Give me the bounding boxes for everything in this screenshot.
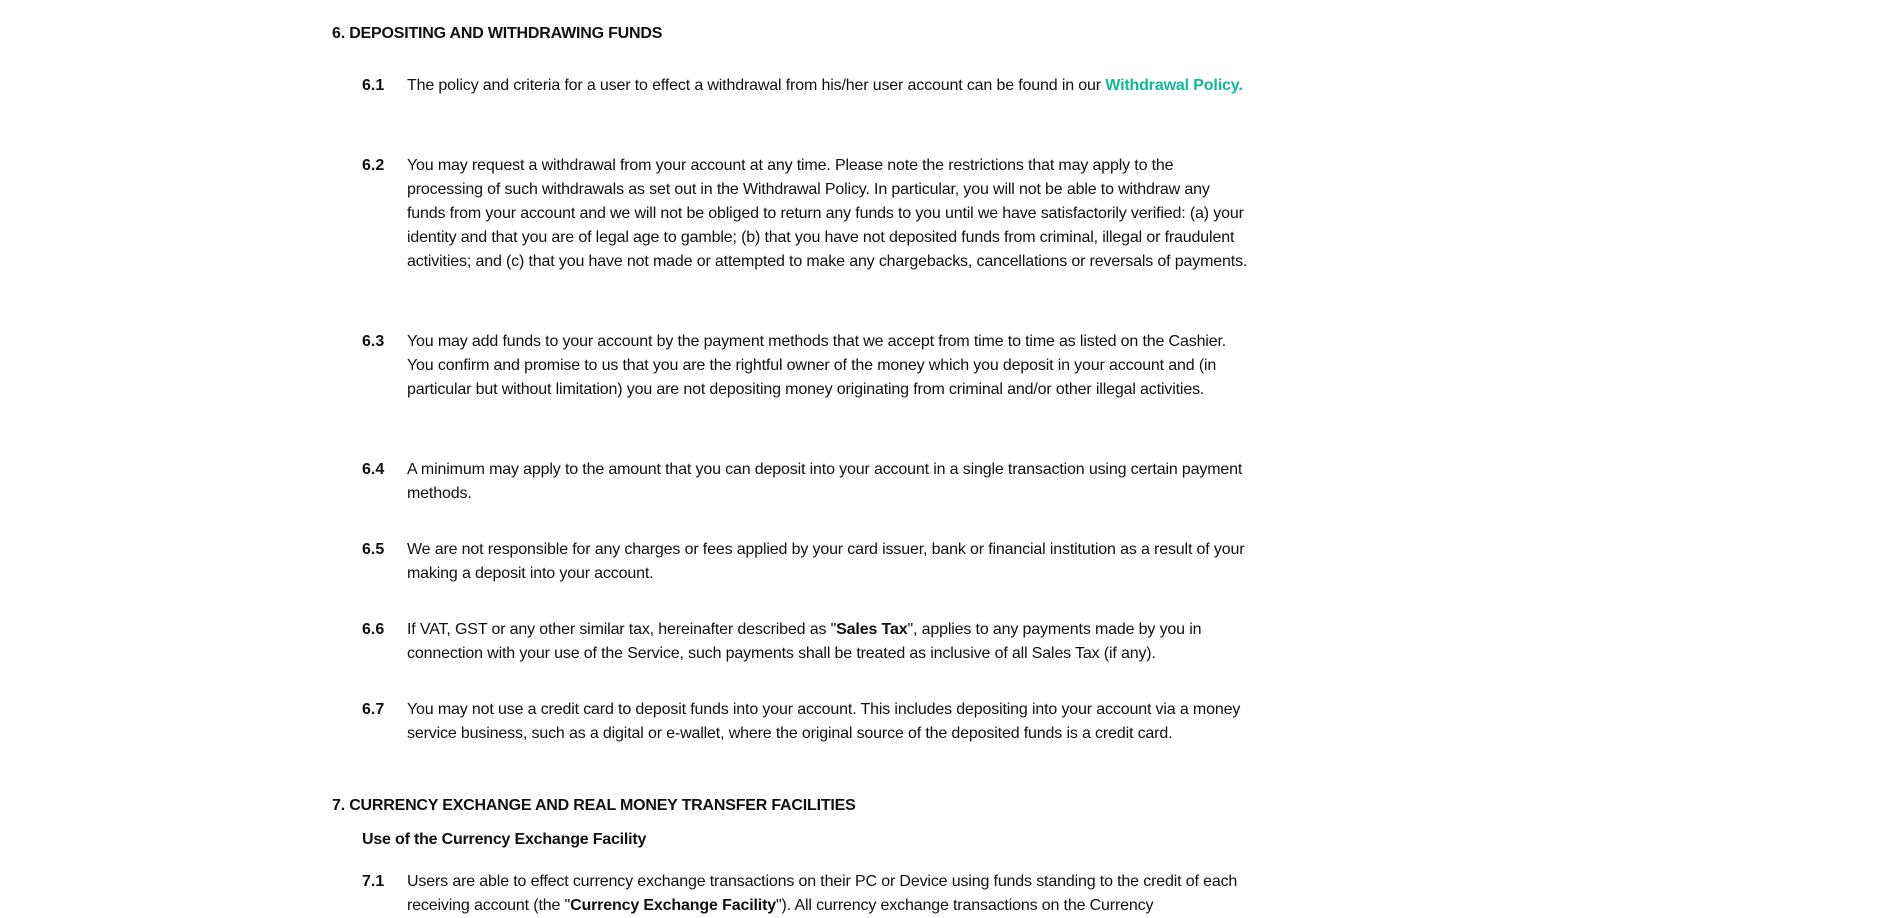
clause-text: We are not responsible for any charges or fees applied by your card issuer, bank or financial institution as a result of your making a deposit into your account. bbox=[407, 541, 1245, 582]
clause-text: You may not use a credit card to deposit funds into your account. This includes depositing into your account via a money service business, such as a digital or e-wallet, where the original source of the deposited funds is a credit card. bbox=[407, 701, 1241, 742]
clause-text-part: The policy and criteria for a user to effect a withdrawal from his/her user account can be found in our bbox=[407, 77, 1106, 94]
section-6-heading: 6. DEPOSITING AND WITHDRAWING FUNDS bbox=[332, 25, 663, 42]
sales-tax-term: Sales Tax bbox=[836, 621, 908, 638]
withdrawal-policy-link[interactable]: Withdrawal Policy bbox=[1105, 77, 1239, 94]
clause-number: 6.6 bbox=[362, 621, 385, 638]
clause-text: You may add funds to your account by the payment methods that we accept from time to time as listed on the Cashier. You confirm and promise to us that you are the rightful owner of the money which you deposit in your account and (in particular but without limitation) you are not depositing money originating from criminal and/or other illegal activities. bbox=[407, 333, 1227, 398]
clause-number: 6.3 bbox=[362, 333, 385, 350]
clause-text bbox=[407, 74, 1252, 98]
clause-number: 6.2 bbox=[362, 157, 385, 174]
clause-text-part: "). All currency exchange transactions on the Currency bbox=[776, 897, 1154, 914]
clause-number: 6.7 bbox=[362, 701, 385, 718]
clause-number: 6.4 bbox=[362, 461, 385, 478]
clause-text bbox=[407, 618, 1252, 666]
currency-exchange-subheading: Use of the Currency Exchange Facility bbox=[362, 831, 647, 848]
clause-text bbox=[407, 870, 1252, 918]
clause-text-part: . bbox=[1238, 77, 1243, 94]
clause-text: A minimum may apply to the amount that you can deposit into your account in a single transaction using certain payment methods. bbox=[407, 461, 1243, 502]
clause-text-part: ", applies to any payments made by you in connection with your use of the Service, such payments shall be treated as inclusive of all Sales Tax (if any). bbox=[407, 621, 1202, 662]
clause-text: You may request a withdrawal from your account at any time. Please note the restrictions that may apply to the processing of such withdrawals as set out in the Withdrawal Policy. In particular, you will not be able to withdraw any funds from your account and we will not be obliged to return any funds to you until we have satisfactorily verified: (a) your identity and that you are of legal age to gamble; (b) that you have not deposited funds from criminal, illegal or fraudulent activities; and (c) that you have not made or attempted to make any chargebacks, cancellations or reversals of payments. bbox=[407, 157, 1248, 270]
clause-number: 7.1 bbox=[362, 873, 385, 890]
clause-number: 6.1 bbox=[362, 77, 385, 94]
clause-text-part: If VAT, GST or any other similar tax, hereinafter described as " bbox=[407, 621, 837, 638]
clause-text-part: Users are able to effect currency exchange transactions on their PC or Device using funds standing to the credit of each receiving account (the " bbox=[407, 873, 1238, 914]
clause-number: 6.5 bbox=[362, 541, 385, 558]
section-7-heading: 7. CURRENCY EXCHANGE AND REAL MONEY TRANSFER FACILITIES bbox=[332, 797, 856, 814]
currency-exchange-facility-term: Currency Exchange Facility bbox=[570, 897, 777, 914]
